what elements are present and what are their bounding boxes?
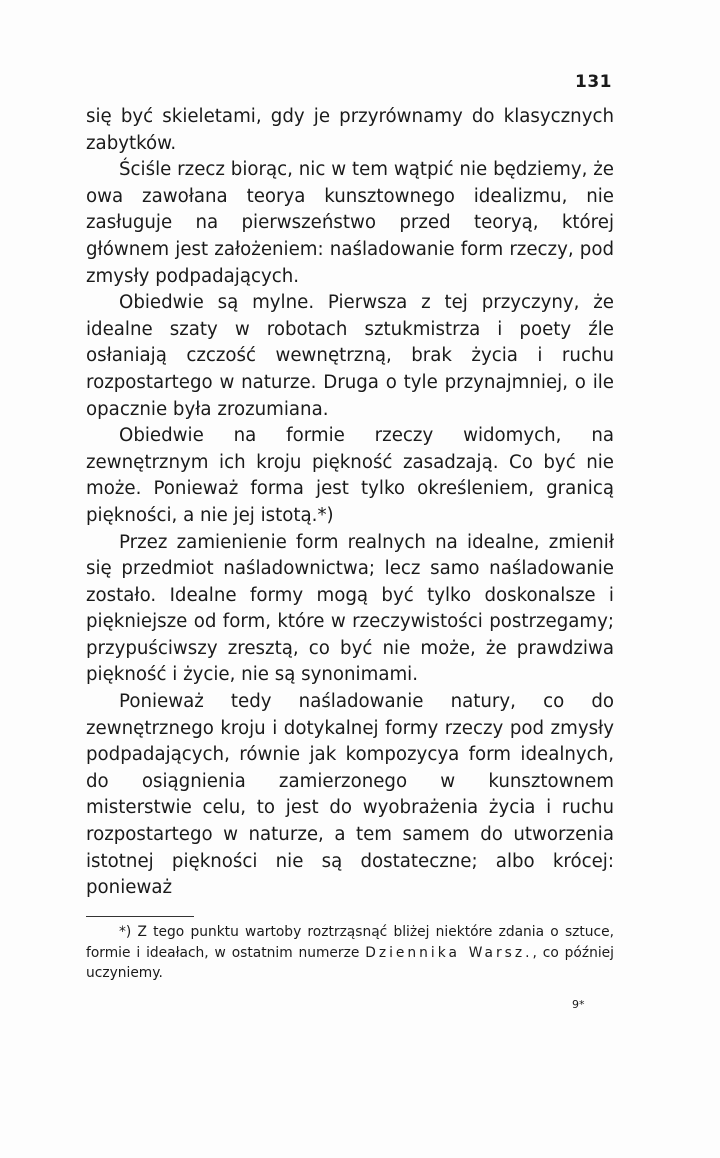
footnote-text bbox=[86, 922, 614, 984]
footnote-divider bbox=[86, 916, 194, 917]
paragraph: Obiedwie są mylne. Pierwsza z tej przyczyny, że idealne szaty w robotach sztukmistrza i poety źle osłaniają czczość wewnętrzną, brak życia i ruchu rozpostartego w naturze. Druga o tyle przynajmniej, o ile opacznie była zrozumiana. bbox=[86, 292, 614, 420]
printer-signature-mark: 9* bbox=[572, 998, 585, 1011]
footnote-text-before: *) Z tego punktu wartoby roztrząsnąć bliżej niektóre zdania o sztuce, formie i ideałach, w ostatnim numerze bbox=[86, 924, 614, 961]
page-number: 131 bbox=[575, 72, 612, 92]
paragraph: Obiedwie na formie rzeczy widomych, na zewnętrznym ich kroju piękność zasadzają. Co być nie może. Ponieważ forma jest tylko określeniem, granicą piękności, a nie jej istotą.*) bbox=[86, 425, 614, 526]
paragraph: Ściśle rzecz biorąc, nic w tem wątpić nie będziemy, że owa zawołana teorya kunsztownego idealizmu, nie zasługuje na pierwszeństwo przed teoryą, której głównem jest założeniem: naśladowanie form rzeczy, pod zmysły podpadających. bbox=[86, 159, 614, 287]
paragraph-continuation: się być skieletami, gdy je przyrównamy do klasycznych zabytków. bbox=[86, 106, 614, 154]
footnote-journal-name: Dziennika Warsz. bbox=[365, 944, 533, 961]
paragraph: Ponieważ tedy naśladowanie natury, co do zewnętrznego kroju i dotykalnej formy rzeczy pod zmysły podpadających, równie jak kompozycya form idealnych, do osiągnienia zamierzonego w kunsztownem misterstwie celu, to jest do wyobrażenia życia i ruchu rozpostartego w naturze, a tem samem do utworzenia istotnej piękności nie są dostateczne; albo krócej: ponieważ bbox=[86, 691, 614, 899]
main-text bbox=[86, 104, 614, 902]
footnote bbox=[86, 922, 614, 984]
paragraph: Przez zamienienie form realnych na idealne, zmienił się przedmiot naśladownictwa; lecz samo naśladowanie zostało. Idealne formy mogą być tylko doskonalsze i piękniejsze od form, które w rzeczywistości postrzegamy; przypuściwszy zresztą, co być nie może, że prawdziwa piękność i życie, nie są synonimami. bbox=[86, 531, 614, 686]
footnote-text-after: , co później uczyniemy. bbox=[86, 944, 614, 981]
